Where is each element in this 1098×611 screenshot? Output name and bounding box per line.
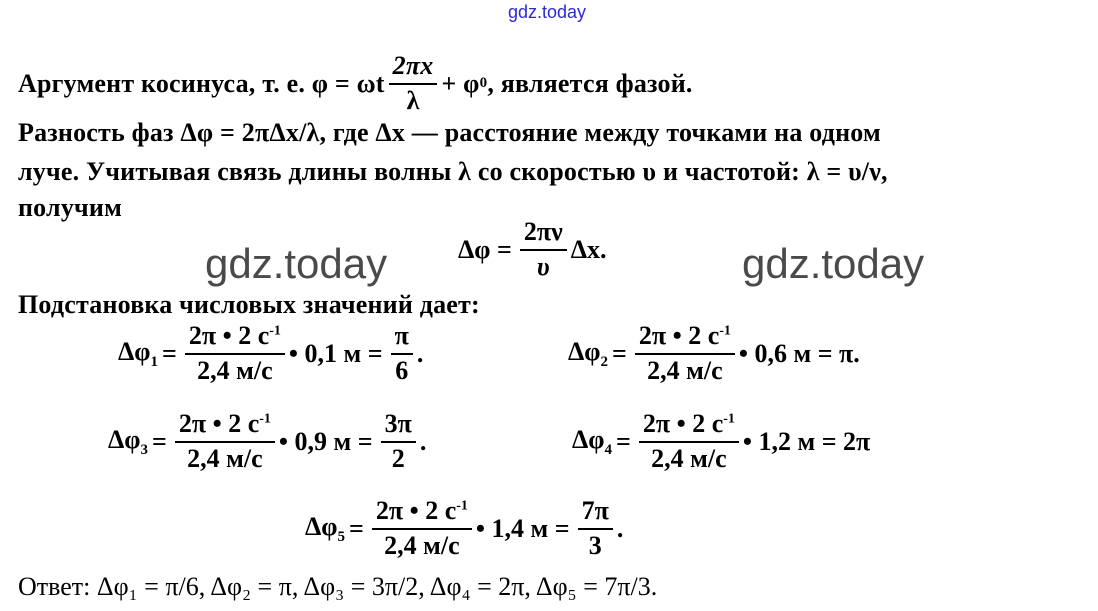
equation-2-mul: • 0,6 м = π. — [738, 338, 860, 368]
equation-4-mul: • 1,2 м = 2π — [742, 426, 871, 456]
equation-3-eq: = — [152, 426, 167, 456]
phase-text-a: Аргумент косинуса, т. е. φ = ωt — [18, 68, 385, 98]
equation-1-mul: • 0,1 м = — [288, 338, 383, 368]
equation-3-num: 2π • 2 $с^{-1}$ — [175, 410, 275, 443]
phase-text-c: , является фазой. — [487, 68, 693, 98]
equation-5-num: 2π • 2 $с^{-1}$ — [372, 497, 472, 530]
phase-fraction — [389, 52, 438, 115]
equation-1 — [118, 322, 427, 385]
equation-1-num: 2π • 2 $с^{-1}$ — [185, 322, 285, 355]
equation-2-lhs: $\Delta\varphi_2$ — [568, 336, 609, 370]
equation-4 — [572, 410, 874, 473]
equation-5-lhs: $\Delta\varphi_5$ — [305, 511, 346, 545]
equation-5-fraction — [372, 497, 472, 560]
equation-3-result — [381, 410, 416, 473]
paragraph-difference-line3: получим — [18, 193, 122, 222]
equation-1-eq: = — [162, 338, 177, 368]
equation-1-lhs: $\Delta\varphi_1$ — [118, 336, 159, 370]
phase-text-b: + φ — [441, 68, 480, 98]
paragraph-difference-line1: Разность фаз Δφ = 2πΔx/λ, где Δx — расстояние между точками на одном — [18, 118, 881, 147]
paragraph-substitution: Подстановка числовых значений дает: — [18, 290, 480, 319]
phase-fraction-num: 2πx — [389, 52, 438, 85]
main-formula-fraction — [520, 218, 567, 281]
equation-4-lhs: $\Delta\varphi_4$ — [572, 424, 613, 458]
equation-3-res-num: 3π — [381, 410, 416, 443]
equation-3-den: 2,4 м/с — [187, 443, 263, 473]
equation-5-res-num: 7π — [578, 497, 613, 530]
answer-line: Ответ: Δφ₁ = π/6, Δφ₂ = π, Δφ₃ = 3π/2, Δφ₄ = 2π, Δφ₅ = 7π/3. — [18, 572, 658, 601]
equation-1-den: 2,4 м/с — [197, 355, 273, 385]
equation-1-res-num: π — [391, 322, 413, 355]
equation-5-res-den: 3 — [588, 530, 602, 560]
equation-3-fraction — [175, 410, 275, 473]
phase-sub: 0 — [479, 75, 488, 92]
main-formula-num: 2πν — [520, 218, 567, 251]
watermark-right: gdz.today — [742, 240, 925, 287]
equation-5-end: . — [616, 513, 624, 543]
equation-5-result — [578, 497, 613, 560]
main-formula-lhs: Δφ = — [458, 234, 512, 264]
equation-2-fraction — [635, 322, 735, 385]
paragraph-phase — [18, 52, 693, 115]
equation-5-eq: = — [349, 513, 364, 543]
equation-5-den: 2,4 м/с — [384, 530, 460, 560]
watermark-top: gdz.today — [508, 2, 587, 22]
equation-1-res-den: 6 — [395, 355, 409, 385]
equation-2 — [568, 322, 864, 385]
equation-4-fraction — [639, 410, 739, 473]
equation-1-result — [391, 322, 413, 385]
equation-5 — [305, 497, 627, 560]
equation-2-eq: = — [612, 338, 627, 368]
main-formula-rhs: Δx. — [570, 234, 607, 264]
equation-3-res-den: 2 — [391, 443, 405, 473]
equation-2-num: 2π • 2 $с^{-1}$ — [635, 322, 735, 355]
main-formula-den: υ — [536, 251, 550, 281]
equation-3-mul: • 0,9 м = — [278, 426, 373, 456]
equation-5-mul: • 1,4 м = — [475, 513, 570, 543]
watermark-left: gdz.today — [205, 240, 388, 287]
equation-3 — [108, 410, 430, 473]
equation-3-end: . — [419, 426, 427, 456]
equation-4-eq: = — [616, 426, 631, 456]
main-formula — [458, 218, 611, 281]
phase-fraction-den: λ — [406, 85, 420, 115]
equation-1-fraction — [185, 322, 285, 385]
equation-4-num: 2π • 2 $с^{-1}$ — [639, 410, 739, 443]
equation-4-den: 2,4 м/с — [651, 443, 727, 473]
paragraph-difference-line2: луче. Учитывая связь длины волны λ со скоростью υ и частотой: λ = υ/ν, — [18, 157, 888, 186]
equation-3-lhs: $\Delta\varphi_3$ — [108, 424, 149, 458]
equation-1-end: . — [416, 338, 424, 368]
equation-2-den: 2,4 м/с — [647, 355, 723, 385]
